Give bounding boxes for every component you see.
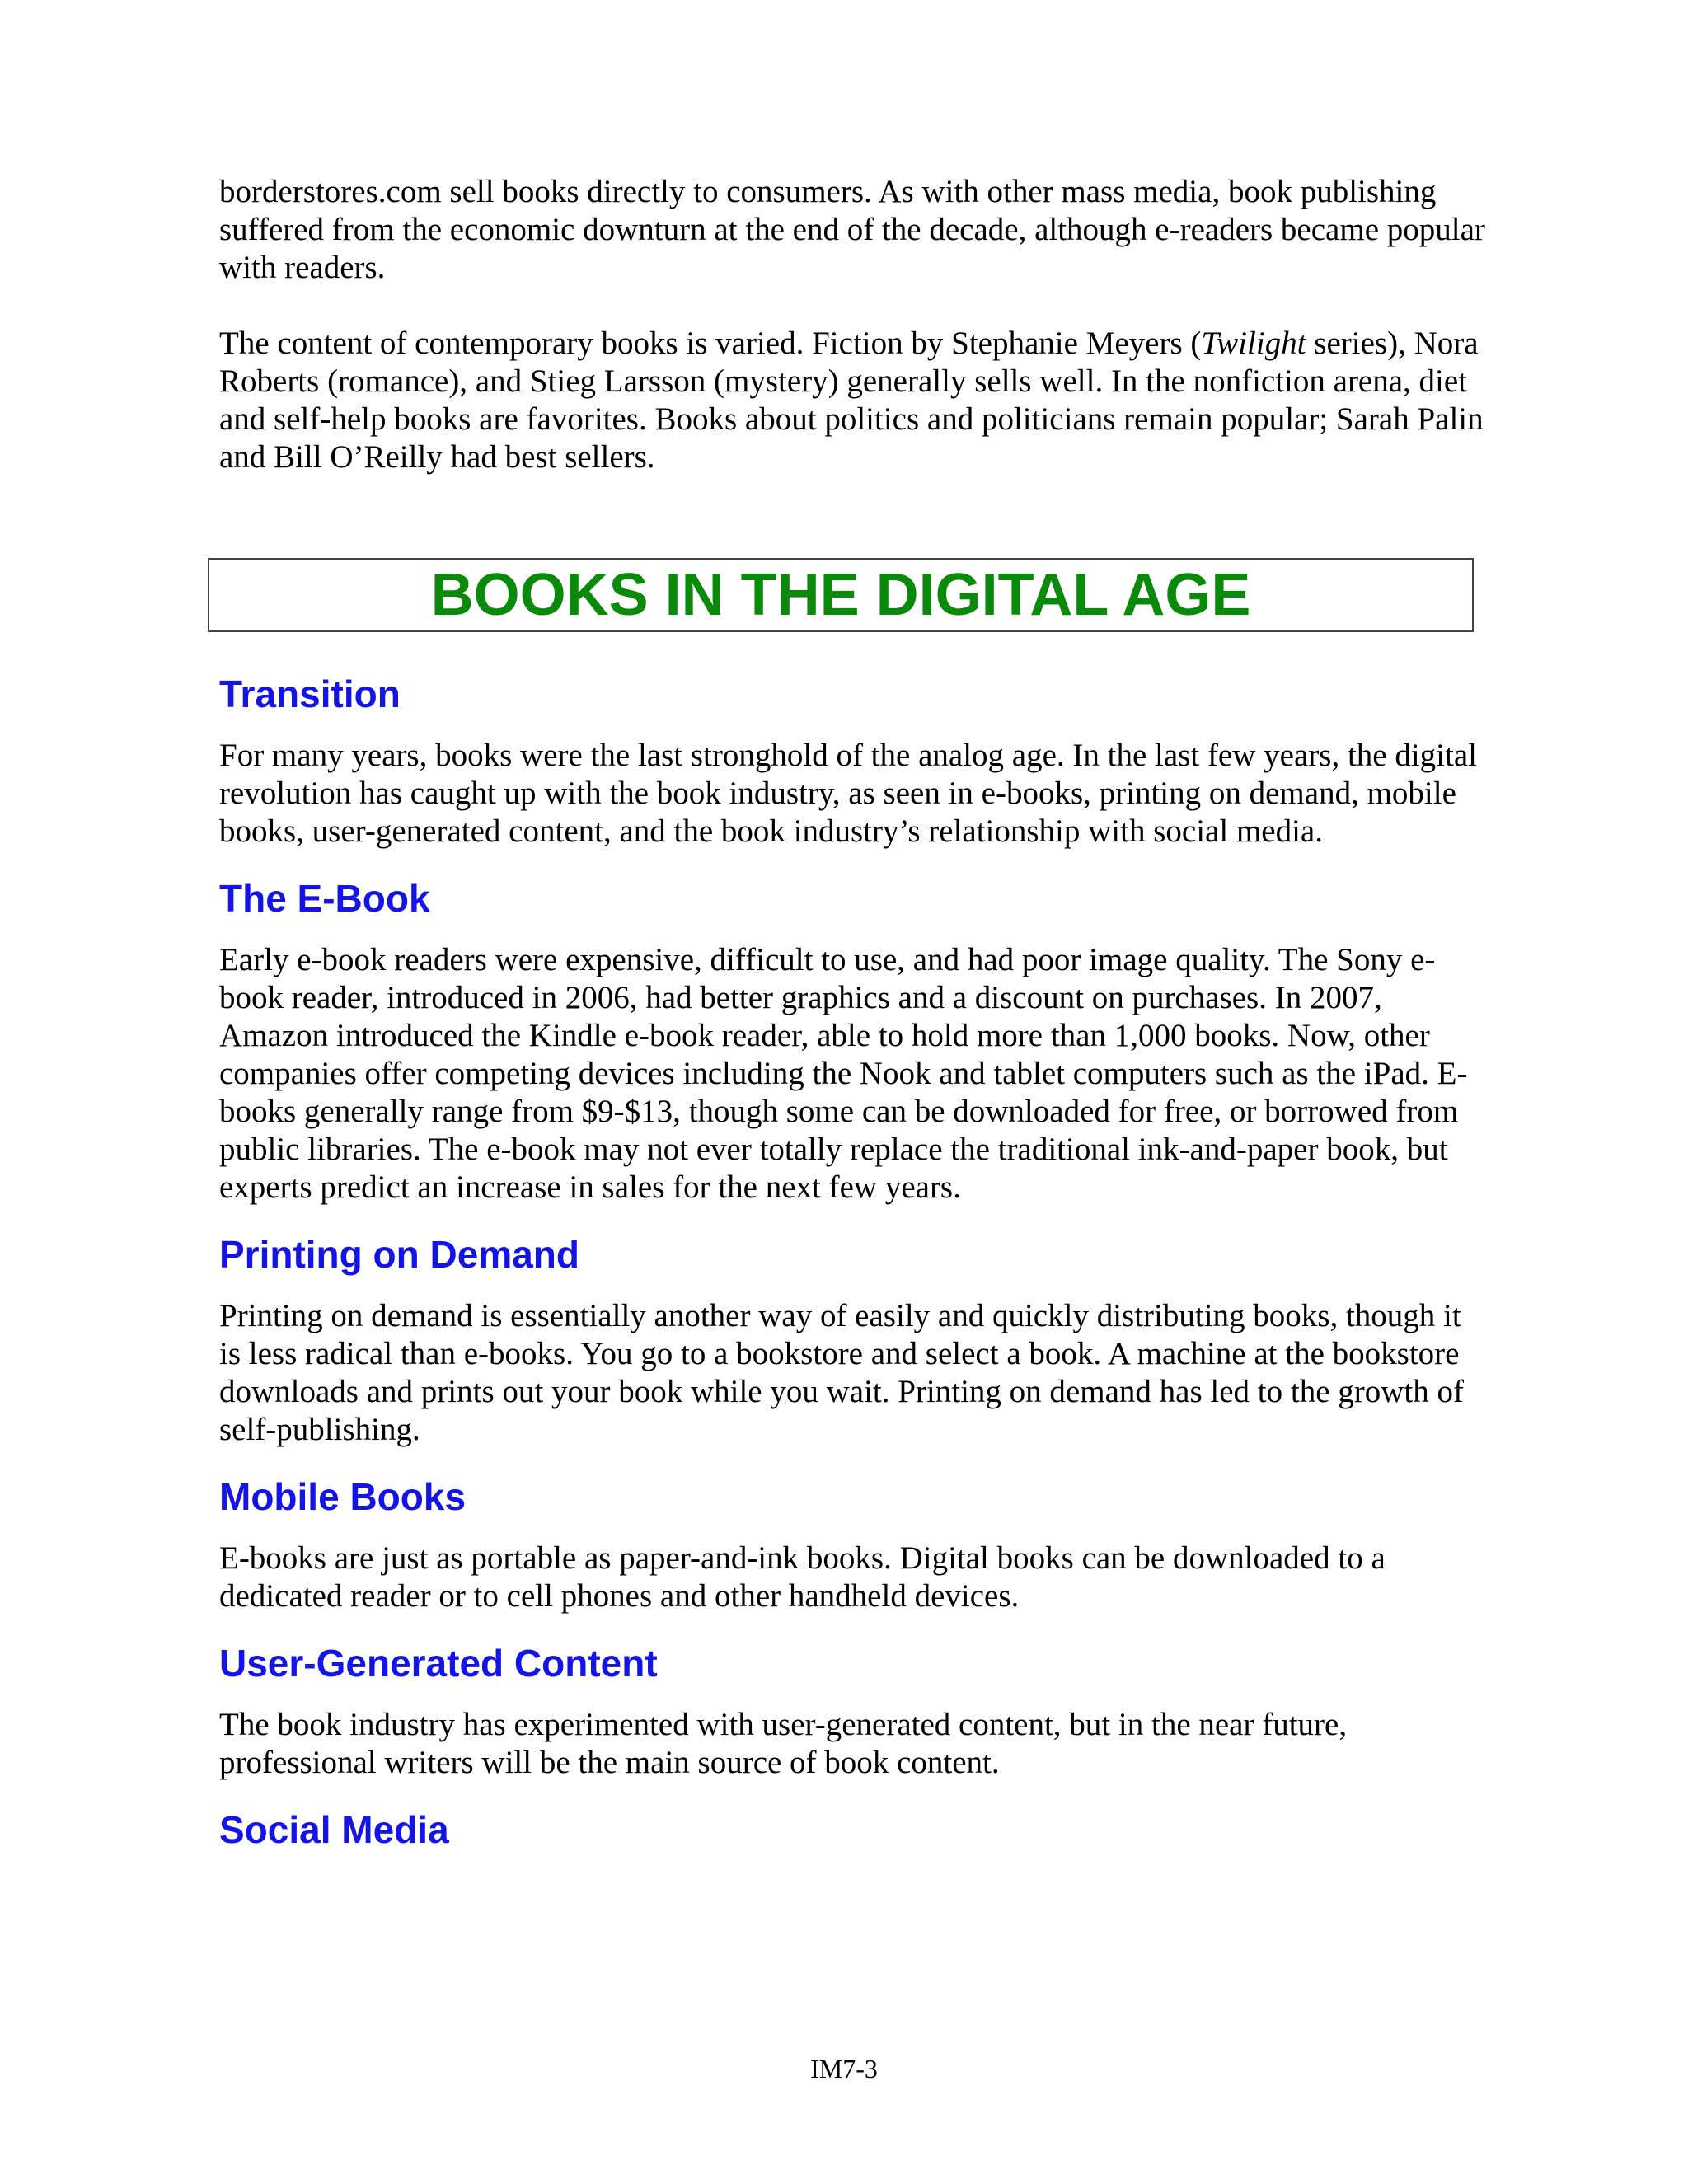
heading-spacer <box>219 923 1489 941</box>
heading-spacer <box>219 719 1489 737</box>
section-spacer <box>219 1207 1489 1230</box>
section-spacer <box>219 851 1489 874</box>
heading-spacer <box>219 1521 1489 1540</box>
heading-spacer <box>219 1279 1489 1297</box>
section-spacer <box>219 1782 1489 1805</box>
intro-paragraph-2 <box>219 325 1489 476</box>
section-heading-social-media: Social Media <box>219 1808 449 1851</box>
heading-spacer <box>219 1688 1489 1706</box>
twilight-title: Twilight <box>1201 326 1306 361</box>
section-heading-mobile-books: Mobile Books <box>219 1475 467 1518</box>
intro-paragraph-1: borderstores.com sell books directly to consumers. As with other mass media, book publishing suffered from the economic downturn at the end of the decade, although e-readers became popular with readers. <box>219 174 1485 285</box>
paragraph-spacer <box>219 287 1489 325</box>
section-body-printing-on-demand: Printing on demand is essentially another way of easily and quickly distributing books, though it is less radical than e-books. You go to a bookstore and select a book. A machine at the bookstore downloads and prints out your book while you wait. Printing on demand has led to the growth of self-publishing. <box>219 1298 1464 1447</box>
intro-paragraph-2-end: series), Nora Roberts (romance), and Stieg Larsson (mystery) generally sells well. In the nonfiction arena, diet and self-help books are favorites. Books about politics and politicians remain popular; Sarah Palin and Bill O’Reilly had best sellers. <box>219 326 1484 475</box>
section-heading-ebook: The E-Book <box>219 877 430 920</box>
section-heading-transition: Transition <box>219 673 401 715</box>
section-body-ebook: Early e-book readers were expensive, difficult to use, and had poor image quality. The Sony e-book reader, introduced in 2006, had better graphics and a discount on purchases. In 2007, Amazon introduced the Kindle e-book reader, able to hold more than 1,000 books. Now, other companies offer competing devices including the Nook and tablet computers such as the iPad. E-books generally range from $9-$13, though some can be downloaded for free, or borrowed from public libraries. The e-book may not ever totally replace the traditional ink-and-paper book, but experts predict an increase in sales for the next few years. <box>219 942 1468 1205</box>
chapter-title: BOOKS IN THE DIGITAL AGE <box>430 562 1251 628</box>
chapter-banner <box>208 558 1474 632</box>
page-number: IM7-3 <box>810 2054 878 2083</box>
section-heading-user-generated-content: User-Generated Content <box>219 1642 658 1685</box>
intro-paragraph-2-start: The content of contemporary books is varied. Fiction by Stephanie Meyers ( <box>219 326 1202 361</box>
section-spacer <box>219 1449 1489 1472</box>
section-body-mobile-books: E-books are just as portable as paper-and-ink books. Digital books can be downloaded to a dedicated reader or to cell phones and other handheld devices. <box>219 1540 1386 1614</box>
section-heading-printing-on-demand: Printing on Demand <box>219 1233 579 1276</box>
intro-block <box>219 173 1489 476</box>
sections-block <box>219 669 1489 1854</box>
section-body-transition: For many years, books were the last stronghold of the analog age. In the last few years, the digital revolution has caught up with the book industry, as seen in e-books, printing on demand, mobile books, user-generated content, and the book industry’s relationship with social media. <box>219 738 1477 849</box>
section-spacer <box>219 1615 1489 1638</box>
section-body-user-generated-content: The book industry has experimented with user-generated content, but in the near future, professional writers will be the main source of book content. <box>219 1707 1348 1780</box>
